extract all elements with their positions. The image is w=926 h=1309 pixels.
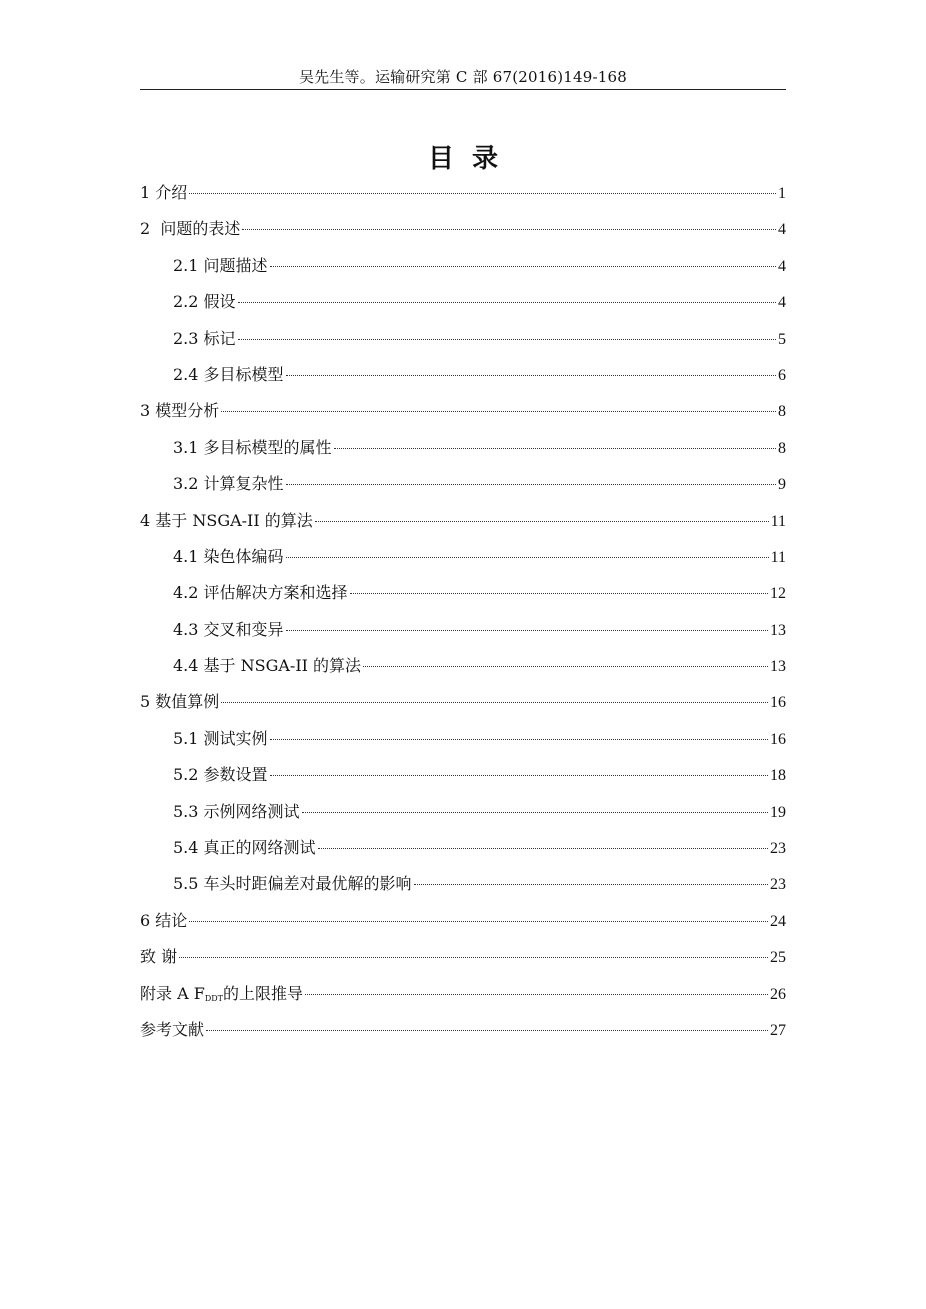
toc-entry[interactable] xyxy=(140,726,786,762)
toc-page-number: 12 xyxy=(770,585,786,603)
toc-entry-label xyxy=(173,835,316,858)
toc-entry[interactable] xyxy=(140,871,786,907)
header-divider xyxy=(140,89,786,90)
dot-leader xyxy=(189,921,768,922)
dot-leader xyxy=(221,411,776,412)
toc-entry-label xyxy=(173,362,284,385)
toc-entry-title: 4.2 评估解决方案和选择 xyxy=(173,583,348,603)
toc-entry-label xyxy=(173,726,268,749)
toc-entry-title: 5.4 真正的网络测试 xyxy=(173,838,316,858)
toc-entry[interactable] xyxy=(140,544,786,580)
dot-leader xyxy=(286,375,776,376)
toc-entry[interactable] xyxy=(140,580,786,616)
toc-entry-title: 5.3 示例网络测试 xyxy=(173,801,300,821)
toc-entry-title: 4.4 基于 NSGA-II 的算法 xyxy=(173,656,362,676)
dot-leader xyxy=(189,193,776,194)
toc-entry-title: 2.3 标记 xyxy=(173,328,236,348)
toc-entry[interactable] xyxy=(140,289,786,325)
toc-entry-title: 4.1 染色体编码 xyxy=(173,546,284,566)
toc-entry[interactable] xyxy=(140,981,786,1017)
toc-entry-label xyxy=(173,326,236,349)
dot-leader xyxy=(270,266,776,267)
toc-entry-label xyxy=(140,180,187,203)
toc-entry-label xyxy=(140,908,187,931)
dot-leader xyxy=(414,884,768,885)
dot-leader xyxy=(286,484,776,485)
toc-page-number: 4 xyxy=(778,294,786,312)
toc-entry-title: 3.2 计算复杂性 xyxy=(173,474,284,494)
toc-entry-label xyxy=(173,471,284,494)
toc-page-number: 24 xyxy=(770,912,786,930)
toc-entry[interactable] xyxy=(140,908,786,944)
toc-entry-title: 5.2 参数设置 xyxy=(173,765,268,785)
dot-leader xyxy=(302,812,768,813)
toc-entry-title: 附录 A F xyxy=(140,983,205,1003)
toc-page-number: 23 xyxy=(770,840,786,858)
toc-page-number: 8 xyxy=(778,439,786,457)
toc-entry[interactable] xyxy=(140,653,786,689)
dot-leader xyxy=(238,302,776,303)
toc-entry-title: 4.3 交叉和变异 xyxy=(173,619,284,639)
dot-leader xyxy=(318,848,768,849)
dot-leader xyxy=(350,593,768,594)
toc-page-number: 23 xyxy=(770,876,786,894)
toc-entry-title: 5.1 测试实例 xyxy=(173,728,268,748)
toc-entry-title: 2.2 假设 xyxy=(173,292,236,312)
toc-page-number: 6 xyxy=(778,366,786,384)
toc-entry-label xyxy=(140,1017,204,1040)
toc-entry-title: 2.1 问题描述 xyxy=(173,255,268,275)
toc-entry[interactable] xyxy=(140,1017,786,1053)
toc-page-number: 13 xyxy=(770,621,786,639)
toc-entry-label xyxy=(173,435,332,458)
toc-page-number: 4 xyxy=(778,221,786,239)
dot-leader xyxy=(242,229,776,230)
toc-page-number: 9 xyxy=(778,476,786,494)
toc-entry-label xyxy=(140,216,240,239)
toc-entry[interactable] xyxy=(140,362,786,398)
toc-page-number: 11 xyxy=(770,512,786,530)
toc-entry[interactable] xyxy=(140,762,786,798)
running-header: 吴先生等。运输研究第 C 部 67(2016)149-168 xyxy=(298,68,628,86)
dot-leader xyxy=(286,630,768,631)
dot-leader xyxy=(179,957,768,958)
toc-entry-label xyxy=(140,398,219,421)
toc-entry-label xyxy=(173,544,284,567)
toc-entry-title: 2 问题的表述 xyxy=(140,219,241,239)
dot-leader xyxy=(221,702,768,703)
toc-entry-label xyxy=(173,253,268,276)
dot-leader xyxy=(363,666,768,667)
toc-entry-label xyxy=(173,617,284,640)
toc-entry[interactable] xyxy=(140,944,786,980)
toc-title: 目录 xyxy=(427,144,516,174)
toc-page-number: 16 xyxy=(770,730,786,748)
toc-entry[interactable] xyxy=(140,689,786,725)
toc-entry-subscript: DDT xyxy=(204,993,224,1003)
toc-entry[interactable] xyxy=(140,471,786,507)
toc-page-number: 5 xyxy=(778,330,786,348)
toc-entry-label xyxy=(140,981,303,1004)
toc-entry-label xyxy=(173,580,348,603)
toc-entry-title: 2.4 多目标模型 xyxy=(173,364,284,384)
dot-leader xyxy=(286,557,769,558)
toc-entry-label xyxy=(173,762,268,785)
dot-leader xyxy=(334,448,776,449)
dot-leader xyxy=(305,994,768,995)
toc-entry-title-suffix: 的上限推导 xyxy=(223,983,304,1003)
toc-entry-title: 3 模型分析 xyxy=(140,401,220,421)
toc-entry-title: 致 谢 xyxy=(140,947,178,967)
toc-entry-title: 5 数值算例 xyxy=(140,692,220,712)
toc-entry-label xyxy=(173,653,361,676)
table-of-contents xyxy=(140,180,786,1053)
toc-entry-label xyxy=(173,799,300,822)
toc-page-number: 19 xyxy=(770,803,786,821)
toc-entry-title: 1 介绍 xyxy=(140,183,188,202)
toc-page-number: 8 xyxy=(778,403,786,421)
toc-entry-label xyxy=(173,871,412,894)
toc-entry-label xyxy=(140,689,219,712)
dot-leader xyxy=(315,521,769,522)
toc-entry[interactable] xyxy=(140,617,786,653)
toc-entry-title: 参考文献 xyxy=(140,1019,205,1039)
toc-page-number: 4 xyxy=(778,257,786,275)
dot-leader xyxy=(270,775,768,776)
dot-leader xyxy=(238,339,776,340)
toc-entry-title: 5.5 车头时距偏差对最优解的影响 xyxy=(173,874,412,894)
toc-page-number: 18 xyxy=(770,767,786,785)
toc-entry-title: 6 结论 xyxy=(140,910,188,930)
toc-entry[interactable] xyxy=(140,180,786,216)
toc-entry[interactable] xyxy=(140,398,786,434)
toc-entry[interactable] xyxy=(140,508,786,544)
toc-entry[interactable] xyxy=(140,799,786,835)
toc-entry[interactable] xyxy=(140,835,786,871)
dot-leader xyxy=(206,1030,768,1031)
toc-page-number: 27 xyxy=(770,1021,786,1039)
toc-entry-title: 3.1 多目标模型的属性 xyxy=(173,437,332,457)
toc-page-number: 11 xyxy=(770,548,786,566)
toc-entry[interactable] xyxy=(140,435,786,471)
toc-entry[interactable] xyxy=(140,253,786,289)
toc-entry-label xyxy=(140,944,177,967)
toc-page-number: 1 xyxy=(778,185,786,202)
toc-entry-label xyxy=(173,289,236,312)
toc-entry[interactable] xyxy=(140,326,786,362)
toc-entry[interactable] xyxy=(140,216,786,252)
toc-page-number: 25 xyxy=(770,949,786,967)
toc-entry-label xyxy=(140,508,313,531)
toc-page-number: 16 xyxy=(770,694,786,712)
toc-entry-title: 4 基于 NSGA-II 的算法 xyxy=(140,510,313,530)
toc-page-number: 13 xyxy=(770,658,786,676)
dot-leader xyxy=(270,739,768,740)
toc-page-number: 26 xyxy=(770,985,786,1003)
